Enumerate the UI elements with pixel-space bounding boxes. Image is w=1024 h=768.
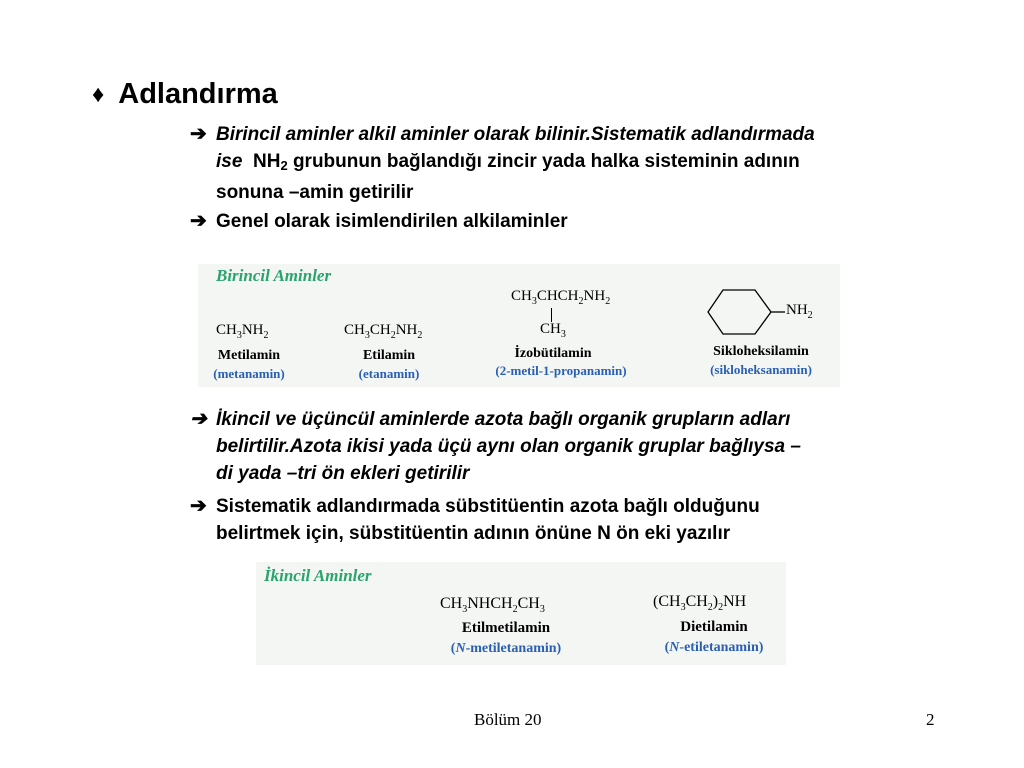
formula-isobutylamine: $CH_3CHCH_2NH_2$ <box>511 288 611 307</box>
amine-common-name: İzobütilamin <box>514 346 592 361</box>
formula-ethylmethylamine: $CH_3NHCH_2CH_3$ <box>440 595 545 616</box>
bullet-text-rest: grubunun bağlandığı zincir yada halka sisteminin adının <box>287 151 800 172</box>
bullet-line: Sistematik adlandırmada sübstitüentin azota bağlı olduğunu <box>216 496 760 517</box>
panel-title: İkincil Aminler <box>264 566 372 585</box>
amine-iupac-name: (etanamin) <box>358 366 420 381</box>
bullet-line: Birincil aminler alkil aminler olarak bilinir.Sistematik adlandırmada <box>216 124 815 145</box>
bullet-text-ise: ise <box>216 151 243 172</box>
bullet-ikincil-ucuncul <box>190 406 950 487</box>
bullet-line: di yada –tri ön ekleri getirilir <box>216 463 470 484</box>
amine-common-name: Etilamin <box>362 348 416 363</box>
amine-common-name: Etilmetilamin <box>461 620 551 636</box>
bullet-line: belirtilir.Azota ikisi yada üçü aynı olan organik gruplar bağlıysa – <box>216 436 801 457</box>
formula-nh2: $NH_2$ <box>786 302 813 321</box>
formula-diethylamine: $(CH_3CH_2)_2NH$ <box>653 593 747 614</box>
amine-iupac-name: (sikloheksanamin) <box>710 362 812 377</box>
panel-title: Birincil Aminler <box>216 266 332 285</box>
secondary-amines-figure <box>256 562 786 665</box>
arrow-right-icon: ➔ <box>190 495 207 517</box>
bullet-line: İkincil ve üçüncül aminlerde azota bağlı organik grupların adları <box>216 409 791 430</box>
bond-line <box>551 308 552 322</box>
formula-ch3-branch: $CH_3$ <box>540 321 566 340</box>
footer-page-number: 2 <box>926 710 935 729</box>
slide-heading <box>92 78 278 111</box>
bullet-line <box>216 148 950 179</box>
footer-chapter: Bölüm 20 <box>474 710 542 729</box>
bullet-line: Genel olarak isimlendirilen alkilaminler <box>216 211 568 232</box>
bullet-line: sonuna –amin getirilir <box>216 182 414 203</box>
primary-amines-figure <box>198 264 840 387</box>
formula-ch3nh2: $CH_3NH_2$ <box>216 322 269 341</box>
slide-title: Adlandırma <box>118 78 278 110</box>
bullet-line: belirtmek için, sübstitüentin adının önüne N ön eki yazılır <box>216 523 731 544</box>
diamond-bullet-icon: ♦ <box>92 80 105 108</box>
amine-iupac-name: (metanamin) <box>213 366 285 381</box>
bullet-birincil-aminler <box>190 121 950 206</box>
arrow-right-icon: ➔ <box>190 210 207 232</box>
bullet-sistematik <box>190 493 950 547</box>
amine-iupac-name: (N-etiletanamin) <box>664 640 764 655</box>
arrow-right-icon: ➔ <box>190 123 207 145</box>
amine-common-name: Sikloheksilamin <box>713 344 809 359</box>
formula-ch3ch2nh2: $CH_3CH_2NH_2$ <box>344 322 423 341</box>
amine-common-name: Dietilamin <box>680 619 748 635</box>
nh-subscript: 2 <box>280 158 288 173</box>
amine-iupac-name: (2-metil-1-propanamin) <box>495 363 627 378</box>
amine-common-name: Metilamin <box>217 348 281 363</box>
bullet-genel-olarak <box>190 208 950 235</box>
nh-text: NH <box>252 151 281 172</box>
arrow-right-icon: ➔ <box>190 408 207 430</box>
amine-iupac-name: (N-metiletanamin) <box>450 641 562 656</box>
